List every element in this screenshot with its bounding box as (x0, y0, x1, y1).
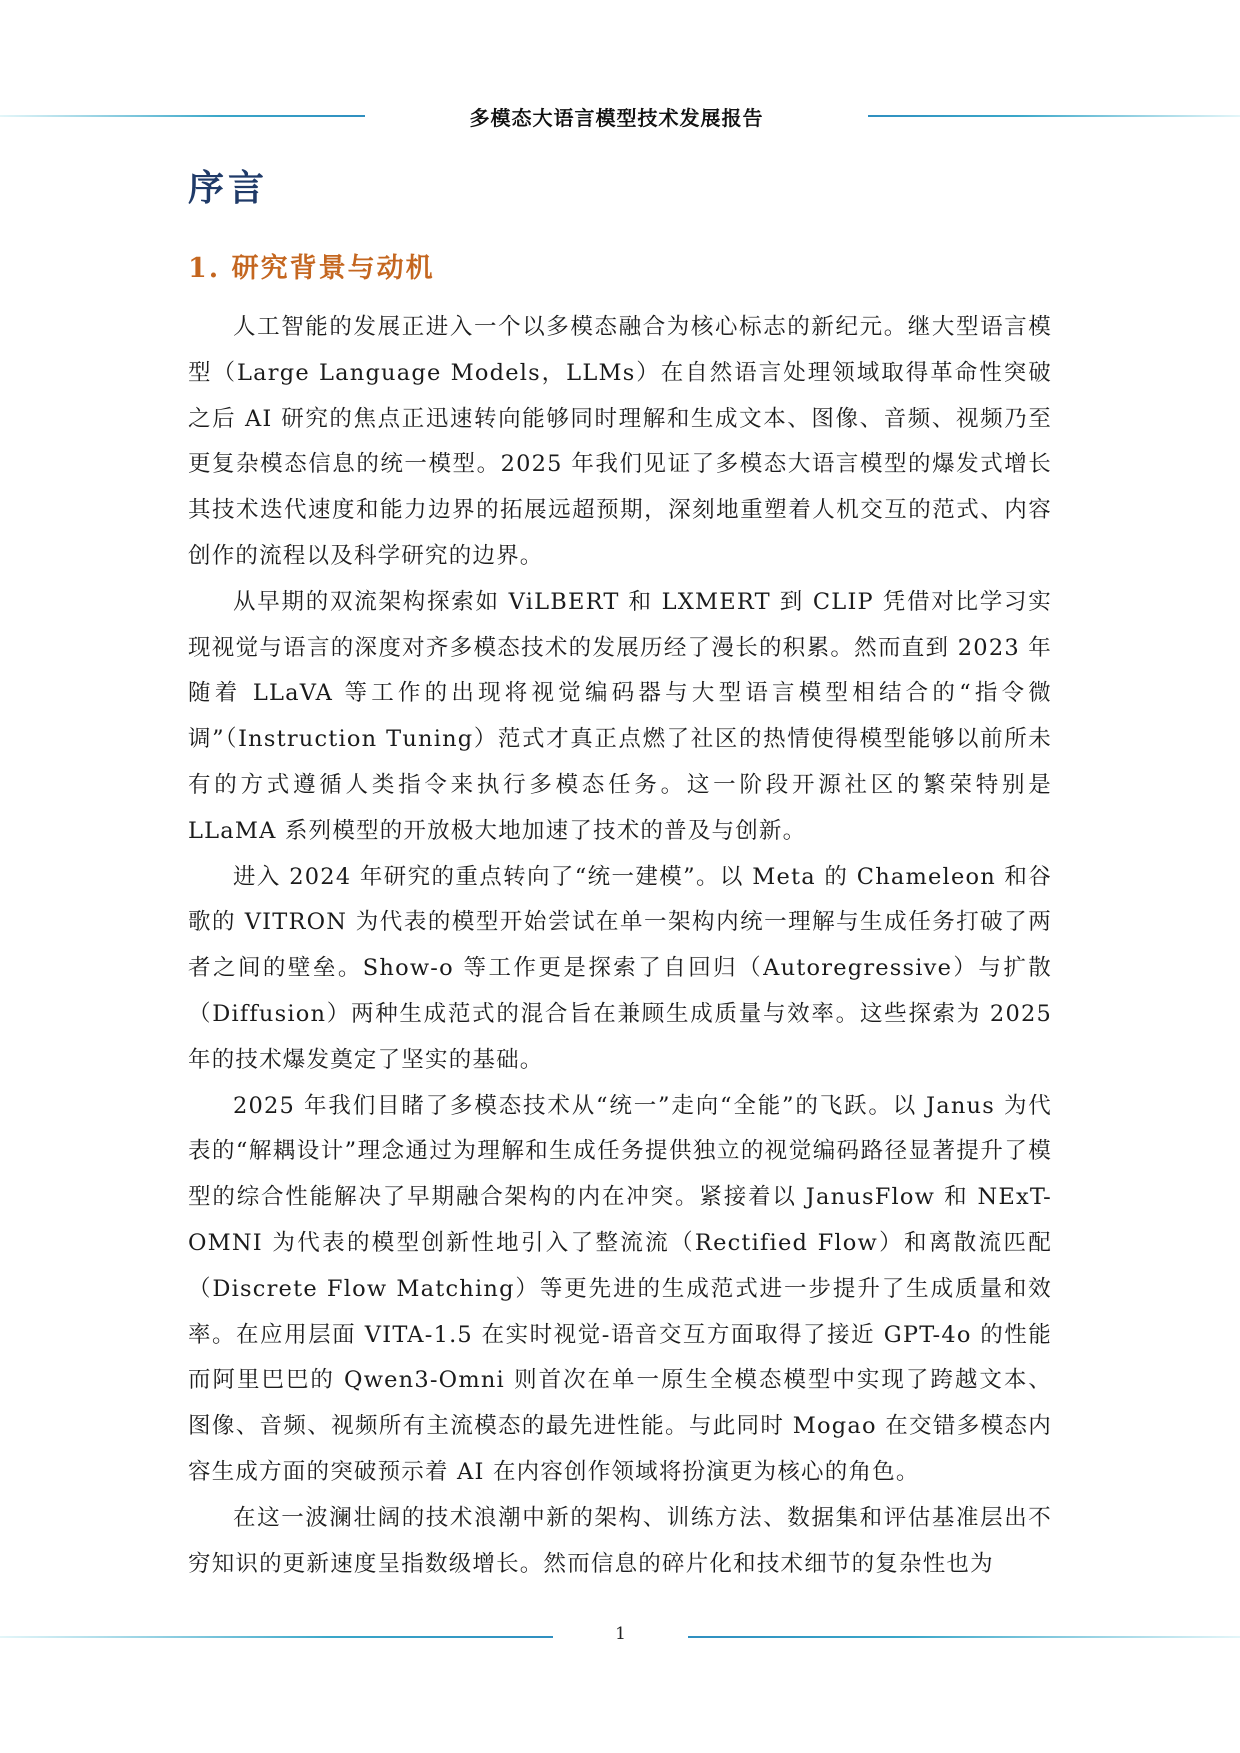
page-title: 序言 (188, 167, 269, 209)
paragraph: 进入 2024 年研究的重点转向了“统一建模”。以 Meta 的 Chameleon 和谷歌的 VITRON 为代表的模型开始尝试在单一架构内统一理解与生成任务打破了两者之间的壁垒。Show-o 等工作更是探索了自回归（Autoregressive）与扩散（Diffusion）两种生成范式的混合旨在兼顾生成质量与效率。这些探索为 2025 年的技术爆发奠定了坚实的基础。 (188, 863, 1052, 1073)
running-header: 多模态大语言模型技术发展报告 (469, 106, 764, 130)
section-heading: 1. 研究背景与动机 (188, 253, 435, 284)
footer-rule-left (0, 1636, 553, 1638)
paragraph: 在这一波澜壮阔的技术浪潮中新的架构、训练方法、数据集和评估基准层出不穷知识的更新速度呈指数级增长。然而信息的碎片化和技术细节的复杂性也为 (188, 1504, 1052, 1577)
paragraph: 从早期的双流架构探索如 ViLBERT 和 LXMERT 到 CLIP 凭借对比学习实现视觉与语言的深度对齐多模态技术的发展历经了漫长的积累。然而直到 2023 年随着 LLaVA 等工作的出现将视觉编码器与大型语言模型相结合的“指令微调”（Instruction Tuning）范式才真正点燃了社区的热情使得模型能够以前所未有的方式遵循人类指令来执行多模态任务。这一阶段开源社区的繁荣特别是 LLaMA 系列模型的开放极大地加速了技术的普及与创新。 (188, 588, 1052, 844)
header-rule-right (868, 115, 1240, 117)
footer-rule-right (688, 1636, 1240, 1638)
body-text (188, 305, 1052, 1587)
paragraph: 2025 年我们目睹了多模态技术从“统一”走向“全能”的飞跃。以 Janus 为代表的“解耦设计”理念通过为理解和生成任务提供独立的视觉编码路径显著提升了模型的综合性能解决了早期融合架构的内在冲突。紧接着以 JanusFlow 和 NExT-OMNI 为代表的模型创新性地引入了整流流（Rectified Flow）和离散流匹配（Discrete Flow Matching）等更先进的生成范式进一步提升了生成质量和效率。在应用层面 VITA-1.5 在实时视觉-语音交互方面取得了接近 GPT-4o 的性能而阿里巴巴的 Qwen3-Omni 则首次在单一原生全模态模型中实现了跨越文本、图像、音频、视频所有主流模态的最先进性能。与此同时 Mogao 在交错多模态内容生成方面的突破预示着 AI 在内容创作领域将扮演更为核心的角色。 (188, 1092, 1052, 1485)
page-number: 1 (615, 1624, 626, 1644)
paragraph: 人工智能的发展正进入一个以多模态融合为核心标志的新纪元。继大型语言模型（Large Language Models，LLMs）在自然语言处理领域取得革命性突破之后 AI 研究的焦点正迅速转向能够同时理解和生成文本、图像、音频、视频乃至更复杂模态信息的统一模型。2025 年我们见证了多模态大语言模型的爆发式增长其技术迭代速度和能力边界的拓展远超预期，深刻地重塑着人机交互的范式、内容创作的流程以及科学研究的边界。 (188, 314, 1052, 569)
header-rule-left (0, 115, 365, 117)
